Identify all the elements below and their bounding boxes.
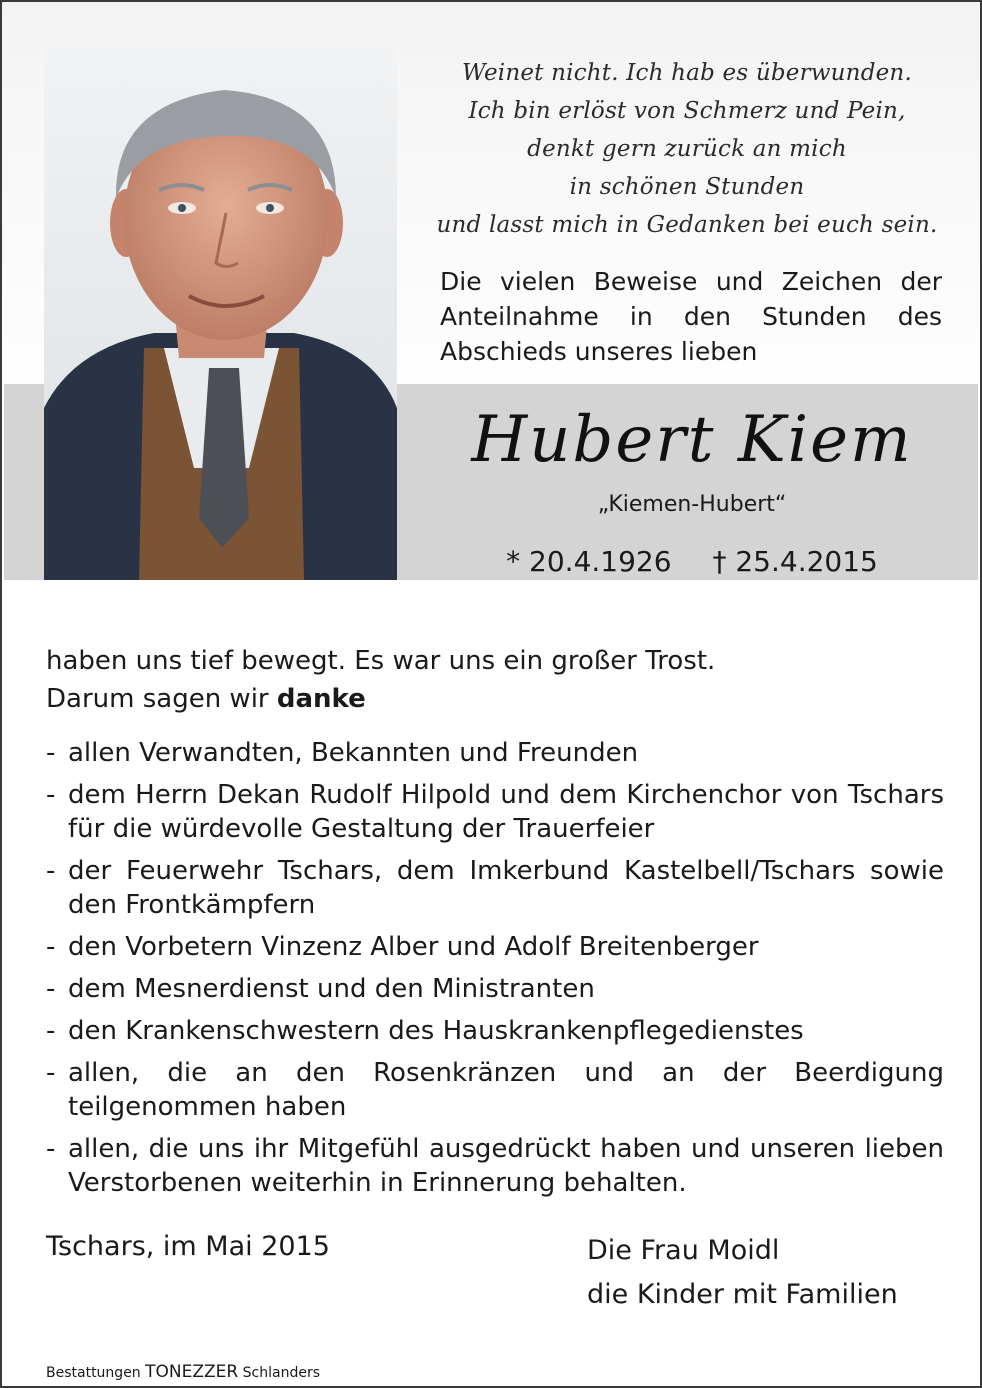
body-line-2-prefix: Darum sagen wir [46, 684, 269, 714]
intro-text [440, 264, 942, 369]
portrait-photo [44, 48, 397, 580]
signatories [587, 1229, 927, 1317]
deceased-nickname: „Kiemen-Hubert“ [597, 492, 787, 517]
body-line-1: haben uns tief bewegt. Es war uns ein großer Trost. [46, 646, 716, 676]
birth-date: * 20.4.1926 [506, 545, 672, 578]
place-date: Tschars, im Mai 2015 [46, 1231, 330, 1262]
list-item: - allen Verwandten, Bekannten und Freunden [46, 736, 944, 770]
intro-line: Abschieds unseres lieben [440, 337, 758, 366]
life-dates [432, 542, 952, 582]
list-item: - allen, die an den Rosenkränzen und an der Beerdigung teilgenommen haben [46, 1056, 944, 1124]
poem-line: Ich bin erlöst von Schmerz und Pein, [468, 98, 906, 124]
signatory: Die Frau Moidl [587, 1235, 780, 1266]
body-line-2 [46, 680, 946, 718]
intro-line: Die vielen Beweise und Zeichen der [440, 267, 942, 296]
thanks-intro [46, 642, 946, 718]
poem-line: und lasst mich in Gedanken bei euch sein. [436, 212, 938, 238]
intro-line: Anteilnahme in den Stunden des [440, 302, 942, 331]
list-item: - dem Mesnerdienst und den Ministranten [46, 972, 944, 1006]
footer-prefix: Bestattungen [46, 1365, 141, 1381]
list-item: - allen, die uns ihr Mitgefühl ausgedrückt haben und unseren lieben Verstorbenen weiterhin in Erinnerung behalten. [46, 1132, 944, 1200]
list-item: - den Vorbetern Vinzenz Alber und Adolf Breitenberger [46, 930, 944, 964]
poem-line: Weinet nicht. Ich hab es überwunden. [462, 60, 912, 86]
footer-suffix: Schlanders [242, 1365, 321, 1381]
poem-line: denkt gern zurück an mich [527, 136, 847, 162]
list-item: - dem Herrn Dekan Rudolf Hilpold und dem Kirchenchor von Tschars für die würdevolle Gestaltung der Trauerfeier [46, 778, 944, 846]
funeral-home-credit [46, 1363, 320, 1382]
thanks-list [46, 736, 944, 1208]
list-item: - der Feuerwehr Tschars, dem Imkerbund Kastelbell/Tschars sowie den Frontkämpfern [46, 854, 944, 922]
poem-line: in schönen Stunden [569, 174, 805, 200]
death-date: † 25.4.2015 [712, 545, 878, 578]
deceased-name: Hubert Kiem [471, 403, 913, 477]
danke-word: danke [276, 684, 366, 714]
signatory: die Kinder mit Familien [587, 1279, 898, 1310]
poem [432, 54, 942, 244]
footer-company: TONEZZER [145, 1362, 239, 1382]
list-item: - den Krankenschwestern des Hauskrankenpflegedienstes [46, 1014, 944, 1048]
portrait-illustration [44, 48, 397, 580]
